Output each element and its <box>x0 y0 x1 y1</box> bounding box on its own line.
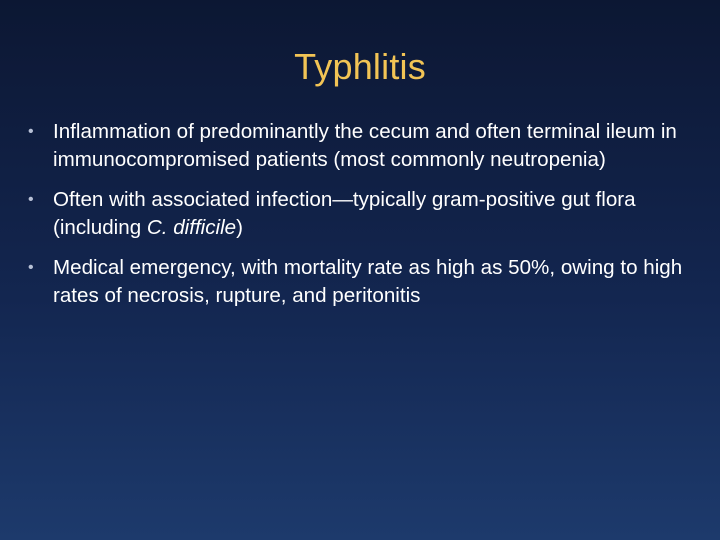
bullet-list <box>28 118 708 322</box>
bullet-icon: • <box>28 259 34 276</box>
bullet-text-before: Often with associated infection—typically gram-positive gut flora (including <box>53 188 636 239</box>
bullet-item <box>28 118 708 173</box>
bullet-text-after: ) <box>236 215 243 239</box>
bullet-item <box>28 254 708 309</box>
bullet-text: Inflammation of predominantly the cecum and often terminal ileum in immunocompromised patients (most commonly neutropenia) <box>53 120 677 171</box>
bullet-text <box>53 188 636 239</box>
slide-title: Typhlitis <box>294 46 426 87</box>
bullet-icon: • <box>28 123 34 140</box>
bullet-item <box>28 186 708 241</box>
bullet-text: Medical emergency, with mortality rate as high as 50%, owing to high rates of necrosis, rupture, and peritonitis <box>53 256 683 307</box>
bullet-text-italic: C. difficile <box>146 215 237 239</box>
bullet-icon: • <box>28 191 34 208</box>
